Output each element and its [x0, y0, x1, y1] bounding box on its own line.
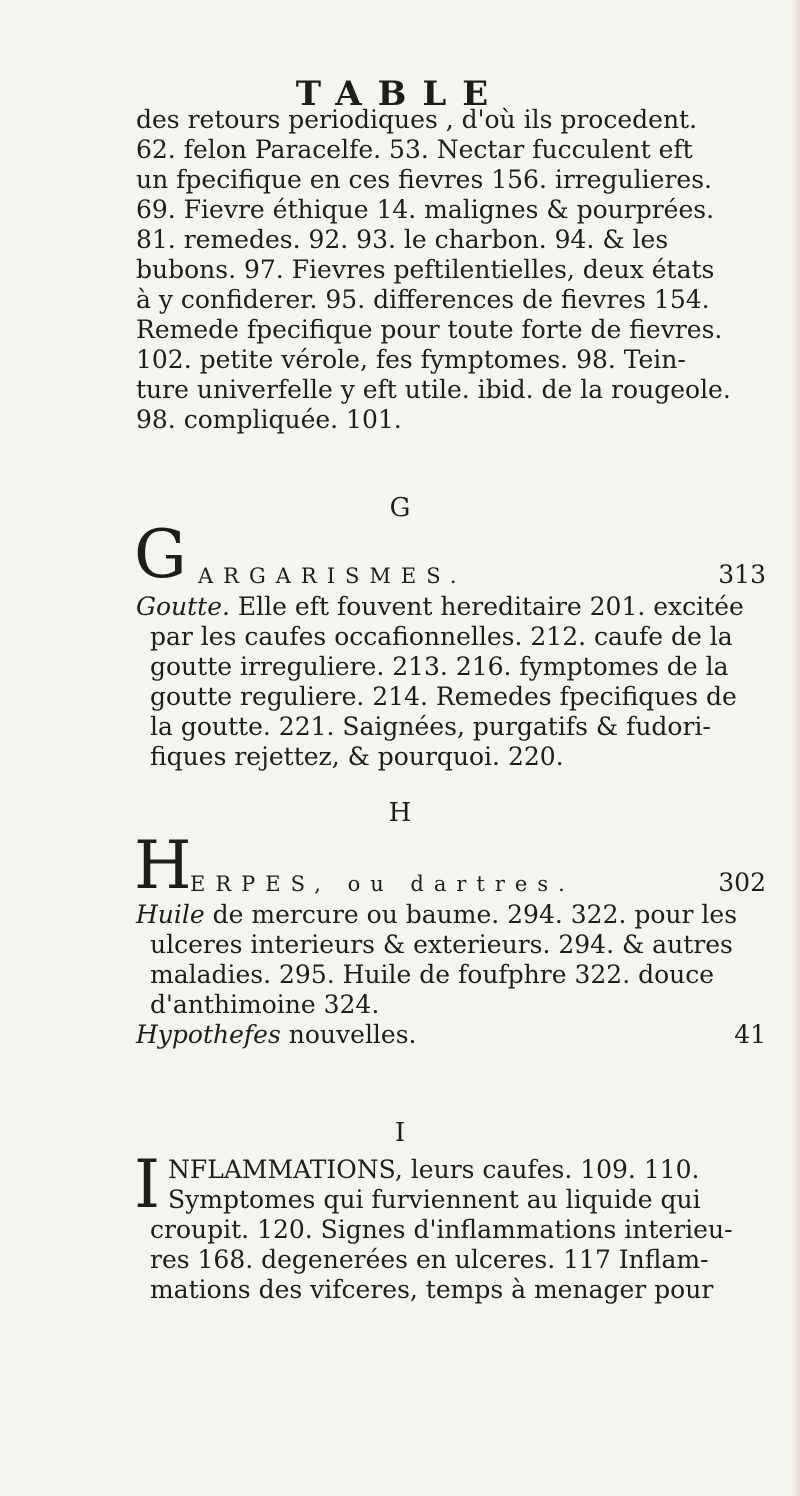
text-line: res 168. degenerées en ulceres. 117 Inflam-: [150, 1245, 709, 1274]
text-line: Remede fpecifique pour toute forte de fievres.: [136, 315, 723, 344]
entry-herpes: [190, 868, 766, 899]
drop-initial-g: G: [134, 516, 187, 593]
text-line: goutte irreguliere. 213. 216. fymptomes de la: [150, 652, 729, 681]
drop-initial-h: H: [134, 827, 192, 904]
running-head: TABLE: [295, 74, 505, 114]
text-line: ulceres interieurs & exterieurs. 294. & autres: [150, 930, 733, 959]
entry-heading-text: ARGARISMES.: [198, 564, 467, 588]
text-line: par les caufes occafionnelles. 212. caufe de la: [150, 622, 733, 651]
entry-page-number: 302: [718, 868, 766, 897]
section-letter-i: I: [394, 1118, 406, 1148]
entry-gargarismes: [198, 560, 766, 591]
entry-heading-text: NFLAMMATIONS, leurs caufes. 109. 110.: [168, 1155, 700, 1184]
text-line: bubons. 97. Fievres peftilentielles, deux états: [136, 255, 715, 284]
text-line: goutte reguliere. 214. Remedes fpecifiques de: [150, 682, 737, 711]
text-line: maladies. 295. Huile de foufphre 322. douce: [150, 960, 715, 989]
page-edge-shadow: [792, 0, 800, 1496]
text-line: fiques rejettez, & pourquoi. 220.: [150, 742, 564, 771]
text-line: un fpecifique en ces fievres 156. irregulieres.: [136, 165, 712, 194]
text-line: d'anthimoine 324.: [150, 990, 380, 1019]
text-line: Elle eft fouvent hereditaire 201. excitée: [237, 592, 744, 621]
text-line: de mercure ou baume. 294. 322. pour les: [212, 900, 738, 929]
text-line: ture univerfelle y eft utile. ibid. de la rougeole.: [136, 375, 731, 404]
entry-inflammations: [168, 1155, 766, 1215]
entry-inflammations-cont: [136, 1215, 766, 1305]
text-line: nouvelles.: [288, 1020, 417, 1049]
text-line: 69. Fievre éthique 14. malignes & pourprées.: [136, 195, 715, 224]
text-line: des retours periodiques , d'où ils procedent.: [136, 105, 698, 134]
drop-initial-i: I: [134, 1146, 161, 1223]
text-line: Symptomes qui furviennent au liquide qui: [168, 1185, 701, 1214]
section-letter-g: G: [389, 493, 411, 523]
section-letter-h: H: [388, 798, 412, 828]
entry-lead-word: Hypothefes: [136, 1020, 281, 1049]
text-line: 98. compliquée. 101.: [136, 405, 402, 434]
entry-page-number: 313: [718, 560, 766, 589]
text-line: 62. felon Paracelfe. 53. Nectar fucculent eft: [136, 135, 693, 164]
text-line: la goutte. 221. Saignées, purgatifs & fudori-: [150, 712, 711, 741]
entry-huile: [136, 900, 766, 1050]
text-line: croupit. 120. Signes d'inflammations interieu-: [150, 1215, 733, 1244]
entry-page-number: 41: [734, 1020, 766, 1049]
entry-goutte: [136, 592, 766, 772]
text-line: 102. petite vérole, fes fymptomes. 98. Tein-: [136, 345, 686, 374]
entry-heading-text: ERPES, ou dartres.: [190, 872, 575, 896]
f-continuation-block: [136, 105, 766, 435]
entry-lead-word: Huile: [136, 900, 205, 929]
entry-lead-word: Goutte.: [136, 592, 230, 621]
text-line: mations des vifceres, temps à menager pour: [150, 1275, 714, 1304]
text-line: 81. remedes. 92. 93. le charbon. 94. & les: [136, 225, 669, 254]
text-line: à y confiderer. 95. differences de fievres 154.: [136, 285, 710, 314]
